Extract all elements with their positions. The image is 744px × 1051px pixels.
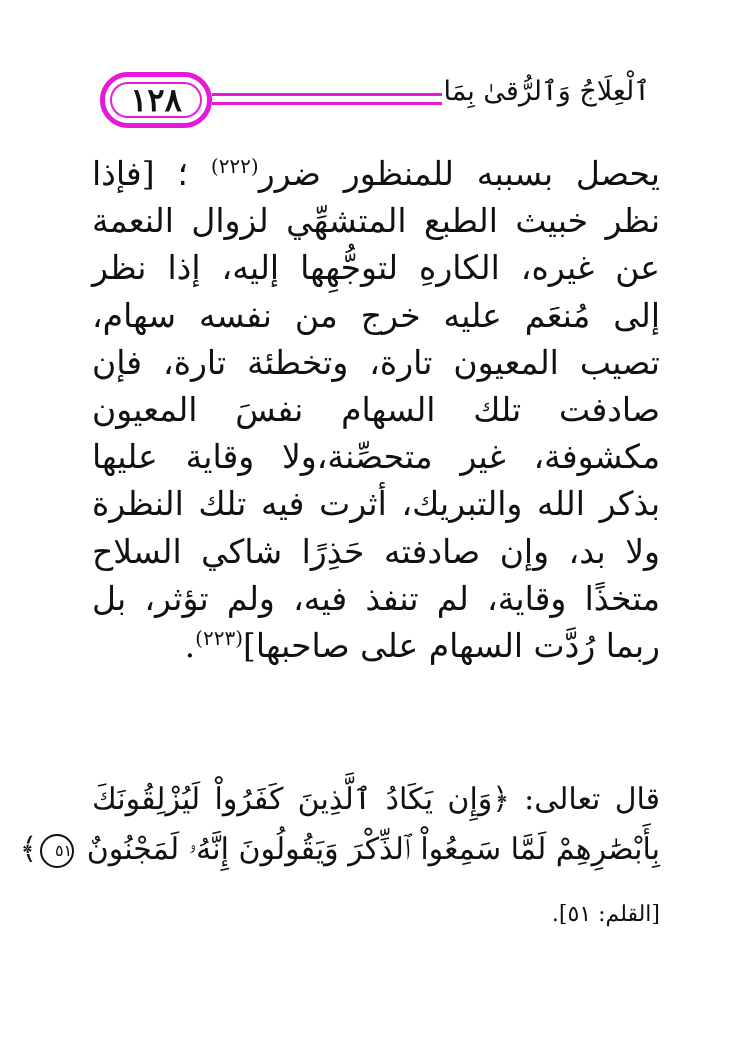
body-line-8: بذكر الله والتبريك، أثرت فيه تلك النظرة — [92, 484, 660, 524]
page-number-badge — [100, 72, 212, 128]
running-title: ٱلْعِلَاجُ وَٱلرُّقىٰ بِمَا — [443, 76, 650, 107]
body-line-3: عن غيره، الكارهِ لتوجُّهِها إليه، إذا نظر — [92, 248, 660, 288]
body-line-11-tail: . — [184, 625, 196, 665]
running-header — [100, 72, 650, 132]
body-line-7: مكشوفة، غير متحصِّنة،ولا وقاية عليها — [92, 437, 660, 477]
verse-line-1 — [92, 775, 660, 825]
page-number: ١٢٨ — [130, 81, 182, 119]
footnote-ref-222: (٢٢٢) — [210, 154, 259, 178]
header-rule-top — [212, 93, 442, 96]
body-line-9: ولا بد، وإن صادفته حَذِرًا شاكي السلاح — [92, 531, 660, 571]
verse-line-2 — [19, 825, 660, 875]
ayah-number-marker: ٥١ — [40, 834, 74, 868]
body-line-4: إلى مُنعَم عليه خرج من نفسه سهام، — [92, 295, 660, 335]
body-line-1-text: يحصل بسببه للمنظور ضرر — [258, 154, 660, 193]
body-text — [92, 150, 660, 669]
header-rule-bottom — [212, 102, 442, 105]
body-line-11 — [92, 622, 660, 669]
verse-close-bracket: ﴾ — [19, 832, 38, 867]
verse-text-2: بِأَبْصَٰرِهِمْ لَمَّا سَمِعُواْ ٱلذِّكْرَ وَيَقُولُونَ إِنَّهُۥ لَمَجْنُونٌ — [86, 832, 660, 867]
body-line-10: متخذًا وقاية، لم تنفذ فيه، ولم تؤثر، بل — [92, 578, 660, 618]
body-line-2: نظر خبيث الطبع المتشهِّي لزوال النعمة — [92, 201, 660, 241]
body-line-5: تصيب المعيون تارة، وتخطئة تارة، فإن — [92, 342, 660, 382]
body-line-11-text: ربما رُدَّت السهام على صاحبها] — [243, 625, 660, 665]
footnote-ref-223: (٢٢٣) — [195, 625, 244, 650]
quran-verse — [19, 775, 660, 875]
verse-intro: قال تعالى: — [524, 782, 660, 817]
body-line-6: صادفت تلك السهام نفسَ المعيون — [92, 389, 660, 429]
body-line-1 — [92, 150, 660, 197]
body-line-1-tail: ؛ [فإذا — [92, 154, 188, 193]
verse-text-1: ﴿وَإِن يَكَادُ ٱلَّذِينَ كَفَرُواْ لَيُزْلِقُونَكَ — [92, 782, 510, 817]
verse-citation: [القلم: ٥١]. — [551, 902, 660, 927]
